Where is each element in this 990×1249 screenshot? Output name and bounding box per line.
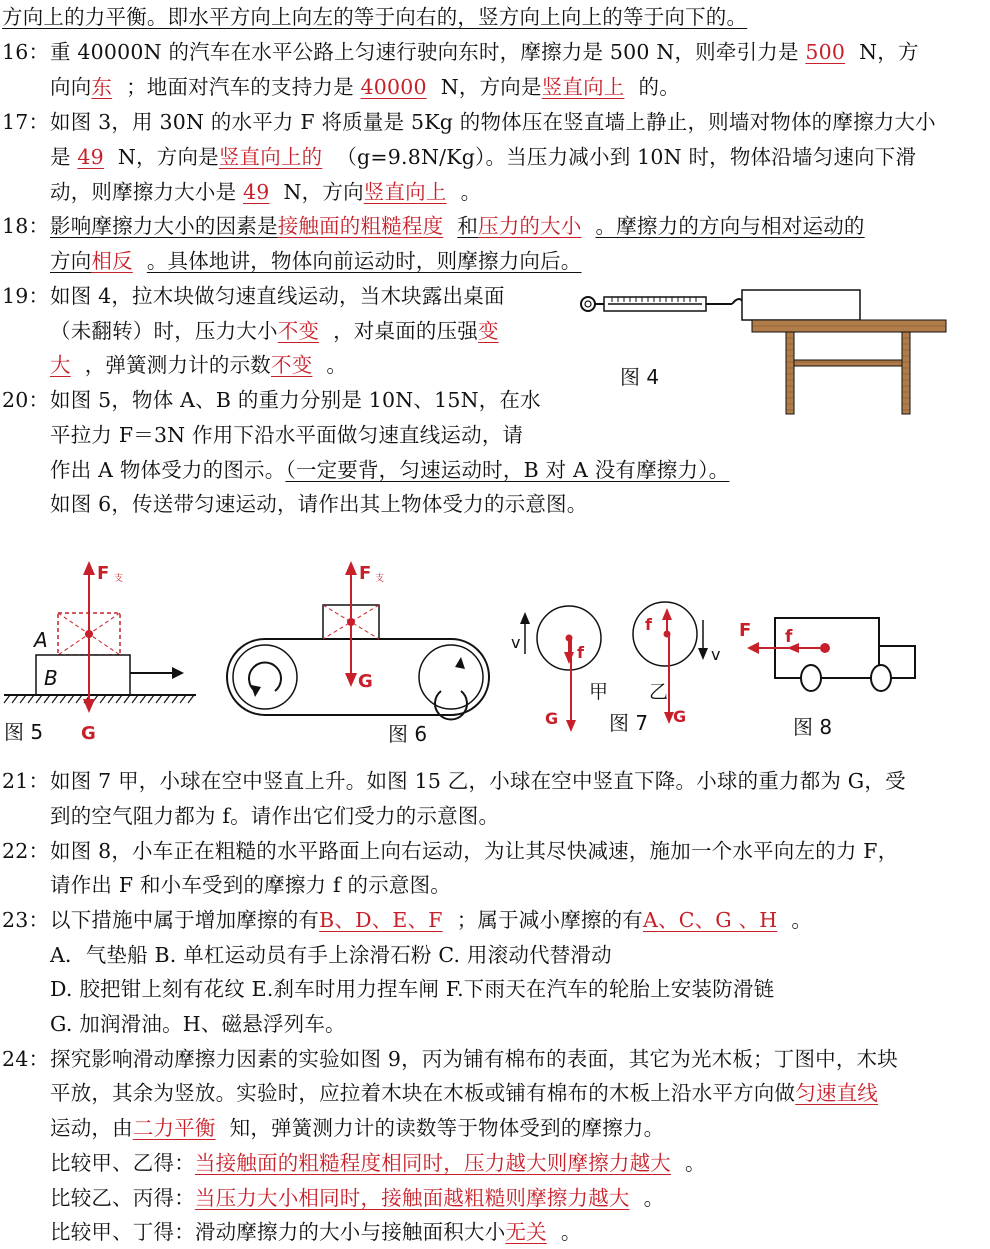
- text-line: [50, 246, 582, 276]
- text-span: N，方: [859, 40, 919, 64]
- question-number: 20：: [2, 388, 50, 412]
- text-line: [50, 1078, 892, 1108]
- text-span: 动，则摩擦力大小是: [50, 180, 244, 204]
- text-span: 影响摩擦力大小的因素是: [50, 214, 278, 238]
- answer-blank: 压力的大小: [478, 214, 582, 238]
- support-force-label: F: [97, 563, 110, 584]
- answer-blank: B、D、E、F: [319, 908, 443, 932]
- text-line: [50, 455, 729, 485]
- figure-4-caption: 图 4: [620, 365, 660, 389]
- question-number: 16：: [2, 40, 50, 64]
- left-roller: [233, 645, 297, 709]
- text-span: N，方向是: [440, 75, 542, 99]
- figure-8-caption: 图 8: [793, 715, 833, 739]
- text-line: [50, 801, 499, 831]
- friction-label: f: [577, 643, 584, 662]
- text-line: [50, 1148, 706, 1178]
- text-line: [50, 72, 680, 102]
- text-line: [50, 316, 513, 346]
- text-span: D. 胶把钳上刻有花纹 E.刹车时用力捏车闸 F.下雨天在汽车的轮胎上安装防滑链: [50, 977, 775, 1001]
- text-span: 平放，其余为竖放。实验时，应拉着木块在木板或铺有棉布的木板上沿水平方向做: [50, 1081, 796, 1105]
- figure-7-caption: 图 7: [609, 711, 649, 735]
- answer-blank: 49: [243, 180, 270, 204]
- answer-blank: 49: [77, 145, 104, 169]
- text-line: [50, 142, 916, 172]
- text-line: [50, 1183, 664, 1213]
- gravity-label: G: [358, 671, 373, 692]
- table-top: [752, 320, 946, 332]
- text-span: 比较甲、丁得：滑动摩擦力的大小与接触面积大小: [50, 1220, 506, 1244]
- text-span: 。: [643, 1186, 665, 1210]
- text-span: 如图 6，传送带匀速运动，请作出其上物体受力的示意图。: [50, 492, 588, 516]
- question-24: [2, 1044, 898, 1074]
- text-span: 到的空气阻力都为 f。请作出它们受力的示意图。: [50, 804, 500, 828]
- text-span: ；属于减小摩擦的有: [456, 908, 644, 932]
- question-number: 24：: [2, 1047, 50, 1071]
- text-span: 和: [457, 214, 479, 238]
- text-line: [50, 1113, 664, 1143]
- answer-blank: 当压力大小相同时，接触面越粗糙则摩擦力越大: [194, 1186, 630, 1210]
- question-16: [2, 37, 919, 67]
- text-span: 以下措施中属于增加摩擦的有: [50, 908, 320, 932]
- support-force-subscript: 支: [114, 574, 124, 584]
- answer-blank: 变: [478, 319, 499, 343]
- text-span: 的。: [638, 75, 680, 99]
- label-b: B: [44, 666, 58, 690]
- question-number: 17：: [2, 110, 50, 134]
- text-span: A．气垫船 B. 单杠运动员有手上涂滑石粉 C. 用滚动代替滑动: [50, 943, 612, 967]
- text-line: [2, 2, 747, 32]
- text-span: （一定要背，匀速运动时，B 对 A 没有摩擦力）。: [285, 458, 730, 482]
- answer-blank: 接触面的粗糙程度: [277, 214, 444, 238]
- answer-blank: 大: [50, 353, 71, 377]
- option-line: [50, 940, 612, 970]
- answer-blank: A、C、G 、H: [643, 908, 778, 932]
- answer-blank: 二力平衡: [132, 1116, 216, 1140]
- question-number: 23：: [2, 908, 50, 932]
- question-20: [2, 385, 541, 415]
- text-span: N，方向是: [117, 145, 219, 169]
- answer-blank: 不变: [277, 319, 320, 343]
- answer-blank: 相反: [91, 249, 133, 273]
- question-19: [2, 281, 505, 311]
- figure-5: [0, 555, 210, 750]
- text-span: 如图 3，用 30N 的水平力 F 将质量是 5Kg 的物体压在竖直墙上静止，则墙对物体的摩擦力大小: [50, 110, 936, 134]
- text-span: 比较甲、乙得：: [50, 1151, 195, 1175]
- rear-wheel: [801, 665, 821, 691]
- text-span: 运动，由: [50, 1116, 133, 1140]
- velocity-label: v: [711, 645, 721, 664]
- answer-blank: 竖直向上的: [218, 145, 323, 169]
- text-span: 如图 7 甲，小球在空中竖直上升。如图 15 乙，小球在空中竖直下降。小球的重力都为 G，受: [50, 769, 906, 793]
- text-span: 是: [50, 145, 78, 169]
- right-roller: [419, 645, 483, 709]
- answer-blank: 不变: [271, 353, 313, 377]
- figure-7: [505, 590, 735, 745]
- figure-8: [735, 610, 920, 750]
- text-line: [50, 870, 451, 900]
- text-span: ；地面对汽车的支持力是: [126, 75, 361, 99]
- text-span: （未翻转）时，压力大小: [50, 319, 278, 343]
- text-line: [50, 177, 481, 207]
- text-span: ，对桌面的压强: [333, 319, 479, 343]
- answer-blank: 当接触面的粗糙程度相同时，压力越大则摩擦力越大: [194, 1151, 672, 1175]
- gravity-label: G: [545, 709, 559, 728]
- support-force-label: F: [359, 563, 372, 584]
- question-21: [2, 766, 906, 796]
- front-wheel: [871, 665, 891, 691]
- question-22: [2, 836, 898, 866]
- ball-falling-name: 乙: [649, 681, 669, 703]
- text-span: 。: [560, 1220, 582, 1244]
- text-span: 请作出 F 和小车受到的摩擦力 f 的示意图。: [50, 873, 451, 897]
- figure-6-caption: 图 6: [388, 722, 428, 746]
- question-23: [2, 905, 812, 935]
- text-span: 。: [791, 908, 813, 932]
- answer-blank: 40000: [360, 75, 427, 99]
- question-number: 19：: [2, 284, 50, 308]
- text-span: 平拉力 F＝3N 作用下沿水平面做匀速直线运动，请: [50, 423, 524, 447]
- answer-blank: 东: [91, 75, 113, 99]
- spring-scale-ring: [581, 297, 595, 311]
- friction-label: f: [785, 627, 793, 647]
- wood-block: [742, 290, 860, 320]
- text-span: 如图 8，小车正在粗糙的水平路面上向右运动，为让其尽快减速，施加一个水平向左的力 F，: [50, 839, 899, 863]
- text-span: 方向: [50, 249, 92, 273]
- question-17: [2, 107, 936, 137]
- question-18: [2, 211, 865, 241]
- text-span: N，方向: [283, 180, 364, 204]
- gravity-label: G: [81, 723, 96, 744]
- text-line: [50, 489, 587, 519]
- figure-5-caption: 图 5: [4, 720, 44, 744]
- velocity-label: v: [511, 633, 521, 652]
- label-a: A: [34, 628, 48, 652]
- text-span: 知，弹簧测力计的读数等于物体受到的摩擦力。: [229, 1116, 665, 1140]
- text-line: [50, 420, 523, 450]
- text-span: ，弹簧测力计的示数: [84, 353, 272, 377]
- text-span: 比较乙、丙得：: [50, 1186, 195, 1210]
- gravity-label: G: [673, 707, 687, 726]
- figure-6: [215, 555, 505, 750]
- text-span: 。: [460, 180, 482, 204]
- support-force-subscript: 支: [375, 574, 385, 584]
- text-span: G. 加润滑油。H、磁悬浮列车。: [50, 1012, 346, 1036]
- figure-4: [572, 282, 952, 417]
- answer-blank: 匀速直线: [795, 1081, 879, 1105]
- answer-blank: 竖直向上: [363, 180, 447, 204]
- ball-rising-name: 甲: [589, 681, 609, 703]
- text-span: 探究影响滑动摩擦力因素的实验如图 9，丙为铺有棉布的表面，其它为光木板；丁图中，木块: [50, 1047, 898, 1071]
- answer-blank: 500: [805, 40, 846, 64]
- text-line: [50, 1217, 582, 1247]
- text-span: 重 40000N 的汽车在水平公路上匀速行驶向东时，摩擦力是 500 N，则牵引力是: [50, 40, 806, 64]
- text-line: [50, 350, 347, 380]
- question-number: 21：: [2, 769, 50, 793]
- text-span: 作出 A 物体受力的图示。: [50, 458, 286, 482]
- force-label: F: [739, 620, 752, 641]
- option-line: [50, 974, 774, 1004]
- answer-blank: 无关: [505, 1220, 547, 1244]
- answer-blank: 竖直向上: [541, 75, 625, 99]
- text-span: 。: [685, 1151, 706, 1175]
- text-span: 如图 5，物体 A、B 的重力分别是 10N、15N，在水: [50, 388, 541, 412]
- option-line: [50, 1009, 346, 1039]
- text-span: 如图 4，拉木块做匀速直线运动，当木块露出桌面: [50, 284, 505, 308]
- text-span: 。摩擦力的方向与相对运动的: [595, 214, 865, 238]
- text-span: 。: [326, 353, 348, 377]
- text-span: 向向: [50, 75, 92, 99]
- question-number: 22：: [2, 839, 50, 863]
- text-span: 。具体地讲，物体向前运动时，则摩擦力向后。: [146, 249, 582, 273]
- text-span: （g=9.8N/Kg）。当压力减小到 10N 时，物体沿墙匀速向下滑: [336, 145, 917, 169]
- text-span: 方向上的力平衡。即水平方向上向左的等于向右的，竖方向上向上的等于向下的。: [2, 5, 748, 29]
- question-number: 18：: [2, 214, 50, 238]
- friction-label: f: [645, 615, 652, 634]
